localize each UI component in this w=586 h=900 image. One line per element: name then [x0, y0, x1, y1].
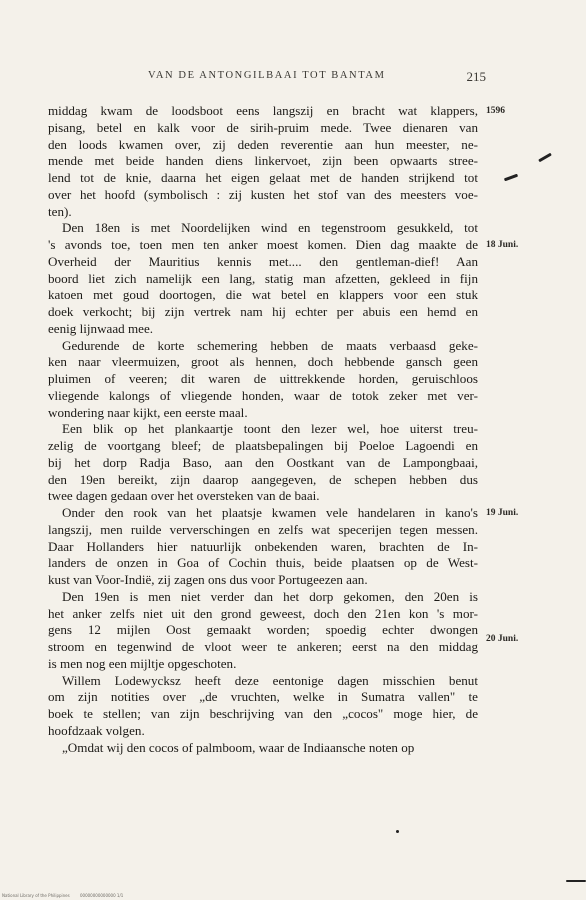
paragraph [48, 338, 478, 422]
paragraph [48, 673, 478, 740]
paragraph [48, 589, 478, 673]
text-line: om zijn notities over „de vruchten, welke in Sumatra vallen" te [48, 689, 478, 705]
text-line: het anker zelfs niet uit den grond geweest, doch den 21en kon 's mor- [48, 605, 478, 621]
ink-mark [504, 174, 518, 182]
body-text [48, 103, 478, 756]
text-line: katoen met goud doortogen, die wat betel en klappers voor een stuk [48, 287, 478, 303]
margin-note-date: 20 Juni. [486, 634, 519, 644]
running-header [48, 70, 488, 88]
paragraph [48, 103, 478, 220]
text-line: Den 18en is met Noordelijken wind en tegenstroom gesukkeld, tot [62, 220, 478, 236]
text-line: mende met beide handen diens linkervoet, zijn been opwaarts stree- [48, 153, 478, 169]
text-line: den loods kwamen over, zij deden reverentie aan hun meester, ne- [48, 136, 478, 152]
text-line: langszij, men ruilde ververschingen en zelfs wat specerijen tegen messen. [48, 521, 478, 537]
scan-footer-right: 00000000000000 1/1 [80, 893, 124, 898]
text-line: middag kwam de loodsboot eens langszij en bracht wat klappers, [48, 103, 478, 118]
scan-footer [0, 893, 586, 900]
text-line: Gedurende de korte schemering hebben de maats verbaasd geke- [62, 337, 478, 353]
text-line: is men nog een mijltje opgeschoten. [48, 655, 237, 671]
text-line: stroom en tegenwind de vloot weer te ankeren; eerst na den middag [48, 639, 478, 654]
text-line: wondering naar kijkt, een eerste maal. [48, 404, 248, 420]
text-line: bij het dorp Radja Baso, aan den Oostkant van de Lampongbaai, [48, 454, 478, 470]
text-line: Daar Hollanders hier natuurlijk onbekenden waren, brachten de In- [48, 538, 478, 554]
text-line: over het hoofd (symbolisch : zij kusten het stof van des meesters voe- [48, 186, 478, 202]
page-number: 215 [466, 69, 486, 84]
text-line: zelig de voortgang bleef; de plaatsbepalingen bij Poeloe Lagoendi en [48, 438, 478, 453]
text-line: landers de onzen in Goa of Cochin thuis, beide plaatsen op de West- [48, 555, 478, 571]
text-line: hoofdzaak volgen. [48, 722, 145, 738]
text-line: „Omdat wij den cocos of palmboom, waar de Indiaansche noten op [62, 739, 415, 755]
paragraph [48, 740, 478, 757]
text-line: lend tot de knie, daarna het eigen gelaat met de handen strijkend tot [48, 170, 478, 185]
paragraph [48, 421, 478, 505]
text-line: vliegende kalongs of vliegende honden, waar de totok zeker met ver- [48, 387, 478, 403]
text-line: Willem Lodewycksz heeft deze eentonige dagen misschien benut [62, 672, 478, 688]
ink-mark [396, 830, 399, 833]
text-line: boek te stellen; van zijn beschrijving van den „cocos" moge hier, de [48, 706, 478, 721]
text-line: ken naar vleermuizen, groot als hennen, doch hebbende gansch geen [48, 354, 478, 370]
paragraph [48, 505, 478, 589]
text-line: Den 19en is men niet verder dan het dorp gekomen, den 20en is [62, 588, 478, 604]
text-line: ten). [48, 203, 72, 219]
margin-note-year: 1596 [486, 106, 505, 116]
text-line: twee dagen gedaan over het oversteken van de baai. [48, 488, 320, 504]
text-line: boord liet zich namelijk een lang, statig man afzetten, gekleed in fijn [48, 270, 478, 286]
scan-footer-left: National Library of the Philippines [2, 893, 70, 898]
text-line: Onder den rook van het plaatsje kwamen vele handelaren in kano's [62, 505, 478, 520]
text-line: kust van Voor-Indië, zij zagen ons dus voor Portugeezen aan. [48, 572, 368, 587]
text-line: den 19en bereikt, zijn daarop aangegeven, de schepen hebben dus [48, 471, 478, 487]
ink-mark [538, 153, 552, 163]
text-line: eenig lijnwaad mee. [48, 320, 154, 336]
text-line: gens 12 mijlen Oost gemaakt worden; spoedig echter dwongen [48, 622, 478, 638]
ink-mark [566, 880, 586, 882]
text-line: Een blik op het plankaartje toont den lezer wel, hoe uiterst treu- [62, 421, 478, 437]
text-line: doek verkocht; bij zijn vertrek nam hij echter per abuis een hemd en [48, 304, 478, 319]
running-title: VAN DE ANTONGILBAAI TOT BANTAM [148, 70, 386, 81]
text-line: pisang, betel en kalk voor de sirih-pruim mede. Twee dienaren van [48, 119, 478, 135]
paragraph [48, 220, 478, 337]
text-line: 's avonds toe, toen men ten anker moest komen. Dien dag maakte de [48, 237, 478, 252]
text-line: Overheid der Mauritius kennis met.... den gentleman-dief! Aan [48, 253, 478, 269]
text-line: pluimen of veeren; dit waren de uittrekkende horden, geruischloos [48, 371, 478, 386]
margin-note-date: 18 Juni. [486, 240, 519, 250]
margin-note-date: 19 Juni. [486, 508, 519, 518]
